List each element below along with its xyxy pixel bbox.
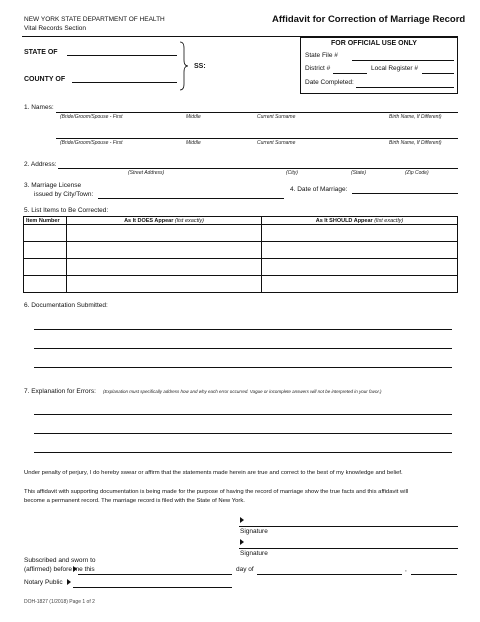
- purpose-statement-1: This affidavit with supporting documentation is being made for the purpose of having the record of marriage show the true facts and this affidavit will: [24, 489, 409, 495]
- header-does-appear: [67, 217, 262, 225]
- ss-label: SS:: [194, 63, 206, 70]
- year-field[interactable]: [411, 574, 457, 575]
- date-of-marriage-label: 4. Date of Marriage:: [290, 186, 348, 193]
- header-does-appear-text: As It DOES Appear: [124, 217, 174, 224]
- documentation-line-2[interactable]: [34, 348, 452, 349]
- names-caption-birthname-2: Birth Name, If Different): [389, 140, 442, 146]
- date-completed-label: Date Completed:: [305, 79, 354, 86]
- signature-field[interactable]: [239, 526, 458, 527]
- should-appear-cell[interactable]: [262, 276, 458, 293]
- explanation-label: 7. Explanation for Errors:: [24, 388, 96, 395]
- day-of-label: day of: [236, 566, 254, 573]
- date-of-marriage-field[interactable]: [352, 193, 458, 194]
- header-does-appear-note: (list exactly): [174, 217, 204, 224]
- header-item-number: Item Number: [24, 217, 67, 225]
- header-should-appear-text: As It SHOULD Appear: [315, 217, 373, 224]
- county-of-label: COUNTY OF: [24, 76, 66, 83]
- county-of-field[interactable]: [72, 82, 177, 83]
- explanation-line-3[interactable]: [34, 452, 452, 453]
- section-name: Vital Records Section: [24, 25, 87, 32]
- item-number-cell[interactable]: [24, 259, 67, 276]
- form-title: Affidavit for Correction of Marriage Record: [272, 14, 466, 25]
- names-caption-birthname: Birth Name, If Different): [389, 114, 442, 120]
- signature-label-2: Signature: [240, 550, 268, 557]
- address-caption-street: (Street Address): [128, 170, 165, 176]
- does-appear-cell[interactable]: [67, 259, 262, 276]
- license-label-1: 3. Marriage License: [24, 182, 82, 189]
- names-caption-first: (Bride/Groom/Spouse - First: [60, 114, 123, 120]
- does-appear-cell[interactable]: [67, 242, 262, 259]
- subscribed-label-1: Subscribed and sworn to: [24, 557, 96, 564]
- date-arrow-icon: [73, 566, 77, 572]
- names-caption-surname: Current Surname: [257, 114, 296, 120]
- state-file-label: State File #: [305, 52, 338, 59]
- signature-arrow-icon: [240, 517, 244, 523]
- purpose-statement-2: become a permanent record. The marriage record is filed with the State of New York.: [24, 498, 245, 504]
- documentation-line-1[interactable]: [34, 329, 452, 330]
- agency-name: NEW YORK STATE DEPARTMENT OF HEALTH: [24, 16, 165, 23]
- address-field[interactable]: [58, 168, 458, 169]
- state-of-field[interactable]: [67, 55, 177, 56]
- table-row: [24, 276, 458, 293]
- table-row: [24, 225, 458, 242]
- documentation-label: 6. Documentation Submitted:: [24, 302, 108, 309]
- table-row: [24, 242, 458, 259]
- items-table: [23, 216, 458, 293]
- names-caption-middle: Middle: [186, 114, 201, 120]
- should-appear-cell[interactable]: [262, 225, 458, 242]
- notary-label: Notary Public: [24, 579, 63, 586]
- names-caption-first-2: (Bride/Groom/Spouse - First: [60, 140, 123, 146]
- notary-field[interactable]: [73, 587, 232, 588]
- day-field[interactable]: [78, 574, 232, 575]
- address-caption-city: (City): [286, 170, 298, 176]
- district-label: District #: [305, 65, 331, 72]
- venue-brace: [178, 40, 190, 92]
- header-should-appear-note: (list exactly): [374, 217, 404, 224]
- subscribed-label-2: (affirmed) before me this: [24, 566, 95, 573]
- signature-field-2[interactable]: [239, 548, 458, 549]
- signature-arrow-icon-2: [240, 539, 244, 545]
- license-city-field[interactable]: [98, 198, 284, 199]
- form-id: DOH-1827 (1/2018) Page 1 of 2: [24, 599, 95, 605]
- explanation-line-1[interactable]: [34, 414, 452, 415]
- items-header-row: [24, 217, 458, 225]
- documentation-line-3[interactable]: [34, 367, 452, 368]
- signature-label: Signature: [240, 528, 268, 535]
- district-field[interactable]: [333, 73, 367, 74]
- state-of-label: STATE OF: [24, 49, 58, 56]
- explanation-line-2[interactable]: [34, 433, 452, 434]
- address-caption-zip: (Zip Code): [405, 170, 429, 176]
- names-field-1[interactable]: [56, 112, 458, 113]
- does-appear-cell[interactable]: [67, 276, 262, 293]
- items-label: 5. List Items to Be Corrected:: [24, 207, 109, 214]
- perjury-statement: Under penalty of perjury, I do hereby swear or affirm that the statements made herein are true and correct to the best of my knowledge and belief.: [24, 470, 403, 476]
- month-field[interactable]: [257, 574, 402, 575]
- does-appear-cell[interactable]: [67, 225, 262, 242]
- local-register-field[interactable]: [422, 73, 454, 74]
- names-caption-middle-2: Middle: [186, 140, 201, 146]
- local-register-label: Local Register #: [371, 65, 418, 72]
- item-number-cell[interactable]: [24, 276, 67, 293]
- should-appear-cell[interactable]: [262, 259, 458, 276]
- official-use-title: FOR OFFICIAL USE ONLY: [331, 40, 417, 47]
- state-file-field[interactable]: [352, 60, 454, 61]
- names-caption-surname-2: Current Surname: [257, 140, 296, 146]
- date-completed-field[interactable]: [356, 87, 454, 88]
- names-label: 1. Names:: [24, 104, 54, 111]
- table-row: [24, 259, 458, 276]
- item-number-cell[interactable]: [24, 242, 67, 259]
- explanation-note: (Explanation must specifically address how and why each error occurred. Vague or incomplete answers will not be interpreted in your favor.): [103, 389, 382, 394]
- notary-arrow-icon: [67, 579, 71, 585]
- license-label-2: issued by City/Town:: [34, 191, 94, 198]
- names-field-2[interactable]: [56, 138, 458, 139]
- header-should-appear: [262, 217, 458, 225]
- date-comma: ,: [405, 566, 407, 573]
- should-appear-cell[interactable]: [262, 242, 458, 259]
- address-label: 2. Address:: [24, 161, 57, 168]
- address-caption-state: (State): [351, 170, 367, 176]
- item-number-cell[interactable]: [24, 225, 67, 242]
